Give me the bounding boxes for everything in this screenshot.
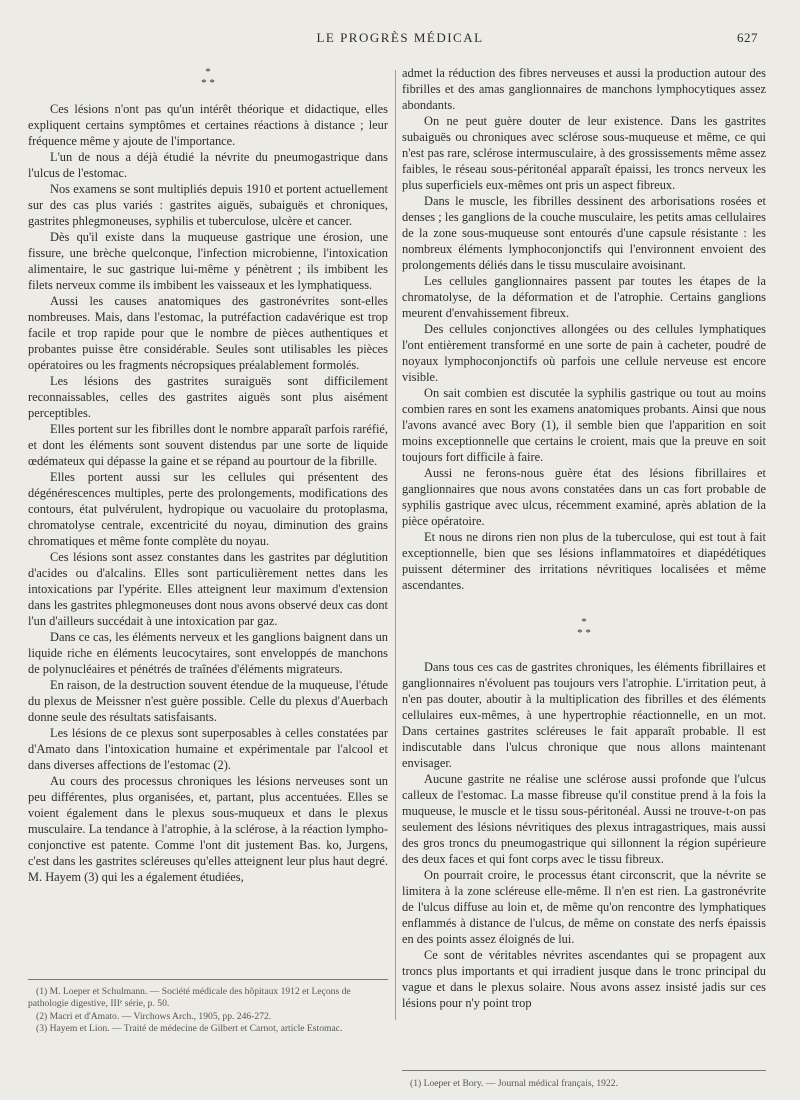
asterism-separator: * * *: [201, 66, 215, 89]
paragraph: Des cellules conjonctives allongées ou des cellules lymphatiques l'ont entièrement transformé en une sorte de pain à cacheter, poudré de noyaux lymphoconjonctifs où parfois une cellule nerveuse est encore visible.: [402, 322, 766, 384]
paragraph: Aucune gastrite ne réalise une sclérose aussi profonde que l'ulcus calleux de l'estomac. La masse fibreuse qu'il constitue prend à la fois la muqueuse, le muscle et le tissu sous-péritonéal. Aussi ne trouve-t-on pas seulement des lésions névritiques des plexus intragastriques, mais aussi des gros troncs du pneumogastrique qui sillonnent la région supérieure des deux faces et qui font corps avec le tissu fibreux.: [402, 772, 766, 866]
paragraph: On ne peut guère douter de leur existence. Dans les gastrites subaiguës ou chroniques avec sclérose sous-muqueuse et même, ce qui n'est pas rare, sclérose intermusculaire, à des grossissements même assez faibles, le réseau sous-péritonéal apparaît épaissi, les troncs nerveux les plus superficiels eux-mêmes ont pris un aspect fibreux.: [402, 114, 766, 192]
paragraph: Les lésions de ce plexus sont superposables à celles constatées par d'Amato dans l'intoxication humaine et expérimentale par l'alcool et dans diverses affections de l'estomac (2).: [28, 726, 388, 772]
footnote: (1) Loeper et Bory. — Journal médical français, 1922.: [410, 1078, 618, 1089]
paragraph-continuation: admet la réduction des fibres nerveuses et aussi la production autour des fibrilles et des amas ganglionnaires de manchons lymphocytiques assez abondants.: [402, 66, 766, 112]
right-column: [402, 65, 766, 1011]
left-column: [28, 65, 388, 885]
paragraph: Elles portent aussi sur les cellules qui présentent des dégénérescences multiples, perte des prolongements, modifications des contours, état pulvérulent, hydropique ou vacuolaire du protoplasma, chromatolyse centrale, excentricité du noyau, diminution des grains chromatiques et même fonte complète du noyau.: [28, 470, 388, 548]
paragraph: L'un de nous a déjà étudié la névrite du pneumogastrique dans l'ulcus de l'estomac.: [28, 150, 388, 180]
paragraph: Aussi ne ferons-nous guère état des lésions fibrillaires et ganglionnaires que nous avons constatées dans un cas fort probable de syphilis gastrique avec ulcus, récemment examiné, après ablation de la pièce opératoire.: [402, 466, 766, 528]
paragraph: En raison, de la destruction souvent étendue de la muqueuse, l'étude du plexus de Meissner n'est guère possible. Celle du plexus d'Auerbach donne seule des résultats satisfaisants.: [28, 678, 388, 724]
paragraph: Ces lésions n'ont pas qu'un intérêt théorique et didactique, elles expliquent certains symptômes et certaines réactions à distance ; leur fréquence même y ajoute de l'importance.: [28, 102, 388, 148]
footnotes: [28, 986, 388, 1036]
footnote: (1) M. Loeper et Schulmann. — Société médicale des hôpitaux 1912 et Leçons de pathologie digestive, IIIᵉ série, p. 50.: [28, 986, 351, 1010]
footnote-rule: [28, 979, 388, 980]
paragraph: On sait combien est discutée la syphilis gastrique ou tout au moins combien rares en sont les examens anatomiques probants. Ainsi que nous l'avons avancé avec Bory (1), il semble bien que l'apparition en soit moins exceptionnelle que certains le croient, mais que la preuve en soit toujours fort difficile à faire.: [402, 386, 766, 464]
footnote: (3) Hayem et Lion. — Traité de médecine de Gilbert et Carnot, article Estomac.: [36, 1023, 343, 1035]
page-number: 627: [737, 30, 758, 45]
paragraph: Aussi les causes anatomiques des gastronévrites sont-elles nombreuses. Mais, dans l'estomac, la putréfaction cadavérique est trop facile et trop rapide pour que le nombre de pièces authentiques et probantes puisse être considérable. Seules sont utilisables les pièces opératoires ou les fragments nécropsiques préalablement formolés.: [28, 294, 388, 372]
paragraph: Les cellules ganglionnaires passent par toutes les étapes de la chromatolyse, de la déformation et de l'atrophie. Certains ganglions meurent d'envahissement fibreux.: [402, 274, 766, 320]
paragraph: Au cours des processus chroniques les lésions nerveuses sont un peu différentes, plus organisées, et, partant, plus accentuées. Elles se voient également dans le plexus sous-muqueux et dans le plexus musculaire. La tendance à l'atrophie, à la sclérose, à la réaction lympho-conjonctive est patente. Comme l'ont dit justement Bas. ko, Jurgens, c'est dans les gastrites scléreuses qu'elles atteignent leur plus haut degré. M. Hayem (3) qui les a également étudiées,: [28, 774, 388, 884]
paragraph: Nos examens se sont multipliés depuis 1910 et portent actuellement sur des cas plus variés : gastrites aiguës, subaiguës et chroniques, gastrites phlegmoneuses, syphilis et tuberculose, ulcère et cancer.: [28, 182, 388, 228]
paragraph: Ces lésions sont assez constantes dans les gastrites par déglutition d'acides ou d'alcalins. Elles sont particulièrement nettes dans les intoxications par l'ypérite. Elles atteignent leur maximum d'extension dans les gastrites phlegmoneuses dont nous avons observé deux cas dont l'un d'ailleurs succédait à une intoxication par gaz.: [28, 550, 388, 628]
running-header: [0, 30, 800, 54]
footnote-rule: [402, 1070, 766, 1071]
paragraph: Dans ce cas, les éléments nerveux et les ganglions baignent dans un liquide riche en éléments leucocytaires, sont enveloppés de manchons de polynucléaires et pénétrés de traînées d'éléments migrateurs.: [28, 630, 388, 676]
journal-title: LE PROGRÈS MÉDICAL: [316, 30, 484, 45]
paragraph: On pourrait croire, le processus étant circonscrit, que la névrite se limitera à la zone scléreuse elle-même. Il n'en est rien. La gastronévrite de l'ulcus diffuse au loin et, de même qu'on rencontre des lymphatiques enflammés à distance de l'ulcus, de même on constate des nerfs épaissis en des points assez éloignés de lui.: [402, 868, 766, 946]
paragraph: Les lésions des gastrites suraiguës sont difficilement reconnaissables, celles des gastrites aiguës sont plus aisément perceptibles.: [28, 374, 388, 420]
paragraph: Dans tous ces cas de gastrites chroniques, les éléments fibrillaires et ganglionnaires n'évoluent pas toujours vers l'atrophie. L'irritation peut, à n'en pas douter, aboutir à la multiplication des fibrilles et des éléments cellulaires eux-mêmes, à une hypertrophie réactionnelle, en un mot. Dans certaines gastrites scléreuses le fait apparaît probable. Il est indiscutable dans l'ulcus chronique que nous allons maintenant envisager.: [402, 660, 766, 770]
footnote: (2) Macri et d'Amato. — Virchows Arch., 1905, pp. 246-272.: [36, 1010, 272, 1022]
column-divider: [395, 70, 396, 1020]
asterism-separator: * * *: [577, 616, 591, 639]
paragraph: Elles portent sur les fibrilles dont le nombre apparaît parfois raréfié, et dont les éléments sont souvent distendus par une sorte de liquide œdémateux qui dépasse la gaine et se répand au pourtour de la fibrille.: [28, 422, 388, 468]
paragraph: Dans le muscle, les fibrilles dessinent des arborisations rosées et denses ; les ganglions de la couche musculaire, les petits amas cellulaires de la zone sous-muqueuse sont entourés d'une capsule résistante : les nombreux éléments lymphoconjonctifs qui l'environnent envoient des prolongements déliés dans le tissu musculaire avoisinant.: [402, 194, 766, 272]
paragraph: Ce sont de véritables névrites ascendantes qui se propagent aux troncs plus importants et qui irradient jusque dans le tronc principal du vague et dans le plexus solaire. Nous avons assez insisté jadis sur ces lésions pour n'y point trop: [402, 948, 766, 1010]
paragraph: Dès qu'il existe dans la muqueuse gastrique une érosion, une fissure, une brèche quelconque, l'infection microbienne, l'intoxication alimentaire, le suc gastrique lui-même y pénètrent ; ils imbibent les filets nerveux comme ils imbibent les vaisseaux et les lymphatiquess.: [28, 230, 388, 292]
paragraph: Et nous ne dirons rien non plus de la tuberculose, qui est tout à fait exceptionnelle, bien que ses lésions inflammatoires et diapédétiques puissent déterminer des irritations névritiques localisées et même ascendantes.: [402, 530, 766, 592]
